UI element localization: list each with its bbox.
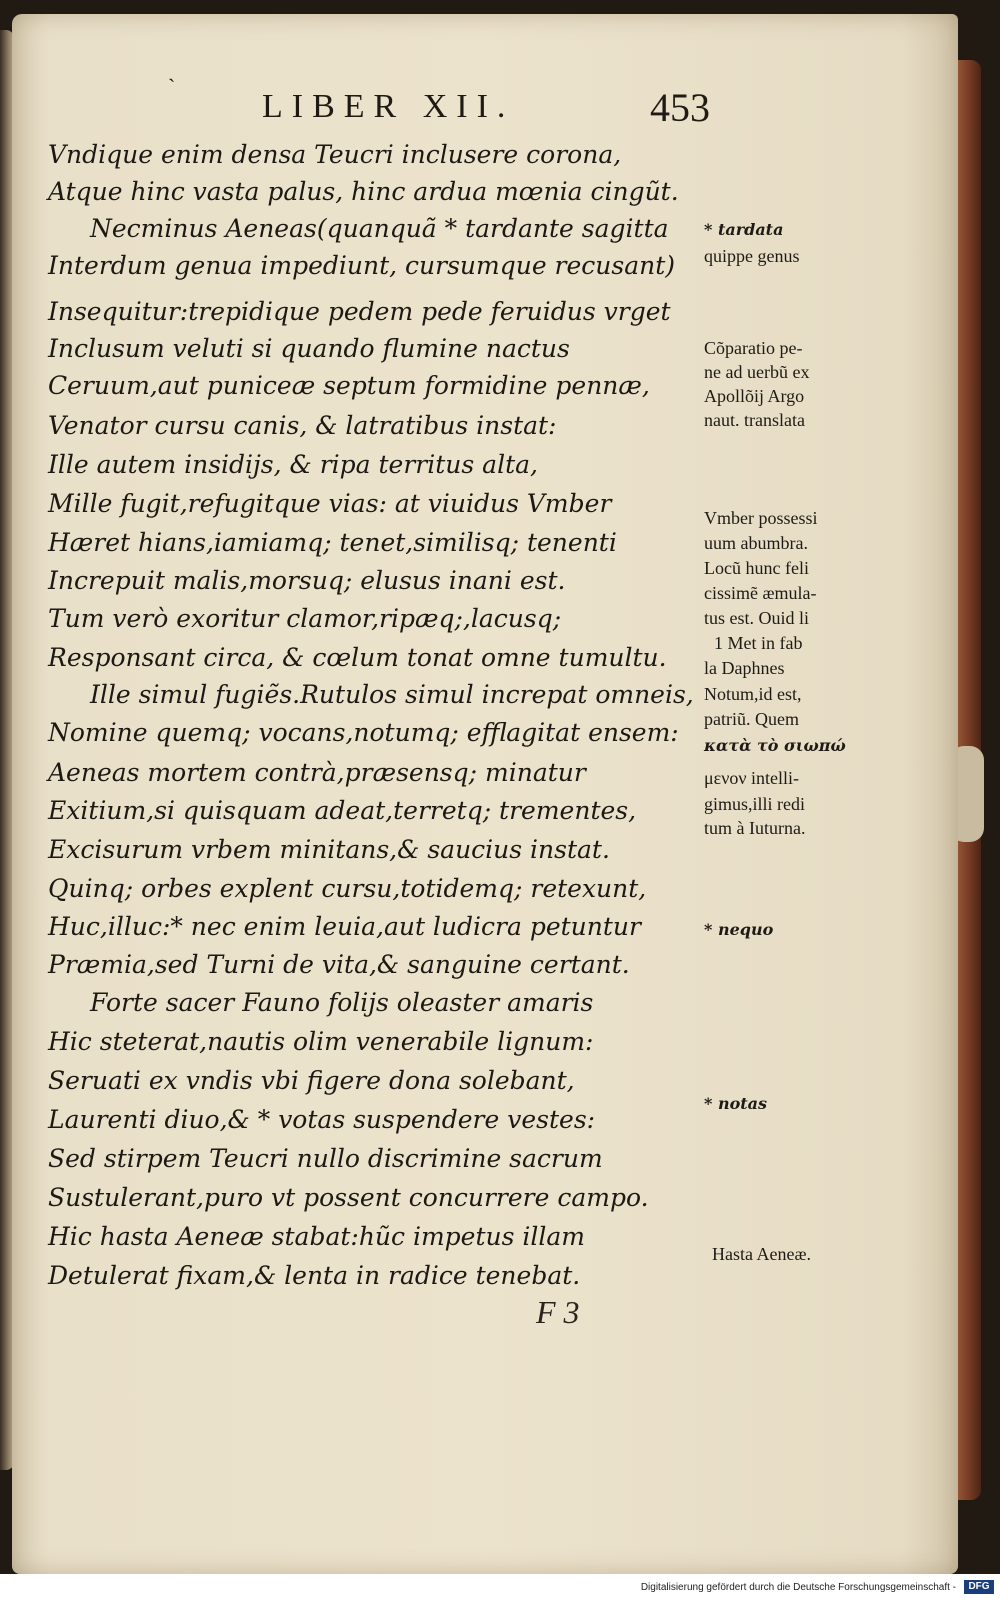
verse-line: Insequitur:trepidique pedem pede feruidus vrget [48,297,671,326]
marginal-note: * nequo [704,920,774,939]
marginal-note: naut. translata [704,410,805,430]
verse-line: Detulerat fixam,& lenta in radice tenebat. [48,1261,581,1290]
marginal-note: Notum,id est, [704,684,802,704]
verse-line: Ceruum,aut puniceæ septum formidine pennæ, [48,371,650,400]
signature-mark: F 3 [536,1294,580,1330]
verse-line: Hic hasta Aeneæ stabat:hũc impetus illam [48,1222,585,1251]
marginal-note: Vmber possessi [704,508,818,528]
verse-line: Sustulerant,puro vt possent concurrere campo. [48,1183,649,1212]
verse-line: Sed stirpem Teucri nullo discrimine sacrum [48,1144,603,1173]
marginal-note: uum abumbra. [704,533,808,553]
verse-line: Laurenti diuo,& * votas suspendere vestes: [48,1105,596,1134]
verse-line: Increpuit malis,morsuq; elusus inani est. [48,566,566,595]
marginal-note: tus est. Ouid li [704,608,810,628]
verse-line: Vndique enim densa Teucri inclusere corona, [48,140,622,169]
verse-line: Interdum genua impediunt, cursumque recusant) [48,251,676,280]
marginal-note: ne ad uerbũ ex [704,362,810,382]
paper [12,14,958,1574]
verse-line: Venator cursu canis, & latratibus instat: [48,411,557,440]
verse-line: Forte sacer Fauno folijs oleaster amaris [90,988,594,1017]
verse-line: Ille autem insidijs, & ripa territus alta, [48,450,538,479]
marginal-note: Locũ hunc feli [704,558,809,578]
marginal-note: cissimẽ æmula- [704,583,817,603]
page-number: 453 [650,85,710,130]
marginal-note: tum à Iuturna. [704,818,806,838]
verse-line: Tum verò exoritur clamor,ripæq;,lacusq; [48,604,562,633]
marginal-note: κατὰ τὸ σιωπώ [704,736,846,755]
verse-line: Atque hinc vasta palus, hinc ardua mœnia cingũt. [48,177,679,206]
marginal-note: Hasta Aeneæ. [712,1244,811,1264]
marginal-note: Cõparatio pe- [704,338,803,358]
verse-line: Mille fugit,refugitque vias: at viuidus Vmber [48,489,612,518]
verse-line: Huc,illuc:* nec enim leuia,aut ludicra petuntur [48,912,641,941]
marginal-note: * notas [704,1094,768,1113]
footer-credit: Digitalisierung gefördert durch die Deutsche Forschungsgemeinschaft - [640,1582,956,1593]
verse-line: Hic steterat,nautis olim venerabile lignum: [48,1027,594,1056]
verse-line: Aeneas mortem contrà,præsensq; minatur [48,758,586,787]
marginal-note: gimus,illi redi [704,794,805,814]
marginal-note: 1 Met in fab [714,633,803,653]
verse-line: Hæret hians,iamiamq; tenet,similisq; tenenti [48,528,617,557]
verse-line: Quinq; orbes explent cursu,totidemq; retexunt, [48,874,647,903]
verse-line: Responsant circa, & cœlum tonat omne tumultu. [48,643,667,672]
marginal-note: * tardata [704,220,784,239]
verse-line: Inclusum veluti si quando flumine nactus [48,334,570,363]
marginal-note: la Daphnes [704,658,785,678]
verse-line: Præmia,sed Turni de vita,& sanguine certant. [48,950,630,979]
verse-line: Seruati ex vndis vbi figere dona solebant, [48,1066,575,1095]
verse-line: Ille simul fugiẽs.Rutulos simul increpat omneis, [90,680,694,709]
verse-line: Excisurum vrbem minitans,& saucius instat. [48,835,610,864]
verse-line: Nomine quemq; vocans,notumq; efflagitat ensem: [48,718,679,747]
verse-line: Exitium,si quisquam adeat,terretq; trementes, [48,796,637,825]
verse-line: Necminus Aeneas(quanquã * tardante sagitta [90,214,669,243]
marginal-note: Apollõij Argo [704,386,805,406]
ink-mark: ˋ [168,74,176,99]
running-head: LIBER XII. [262,88,515,125]
dfg-logo: DFG [964,1580,994,1594]
marginal-note: patriũ. Quem [704,709,799,729]
marginal-note: quippe genus [704,246,800,266]
marginal-note: μενον intelli- [704,768,799,788]
